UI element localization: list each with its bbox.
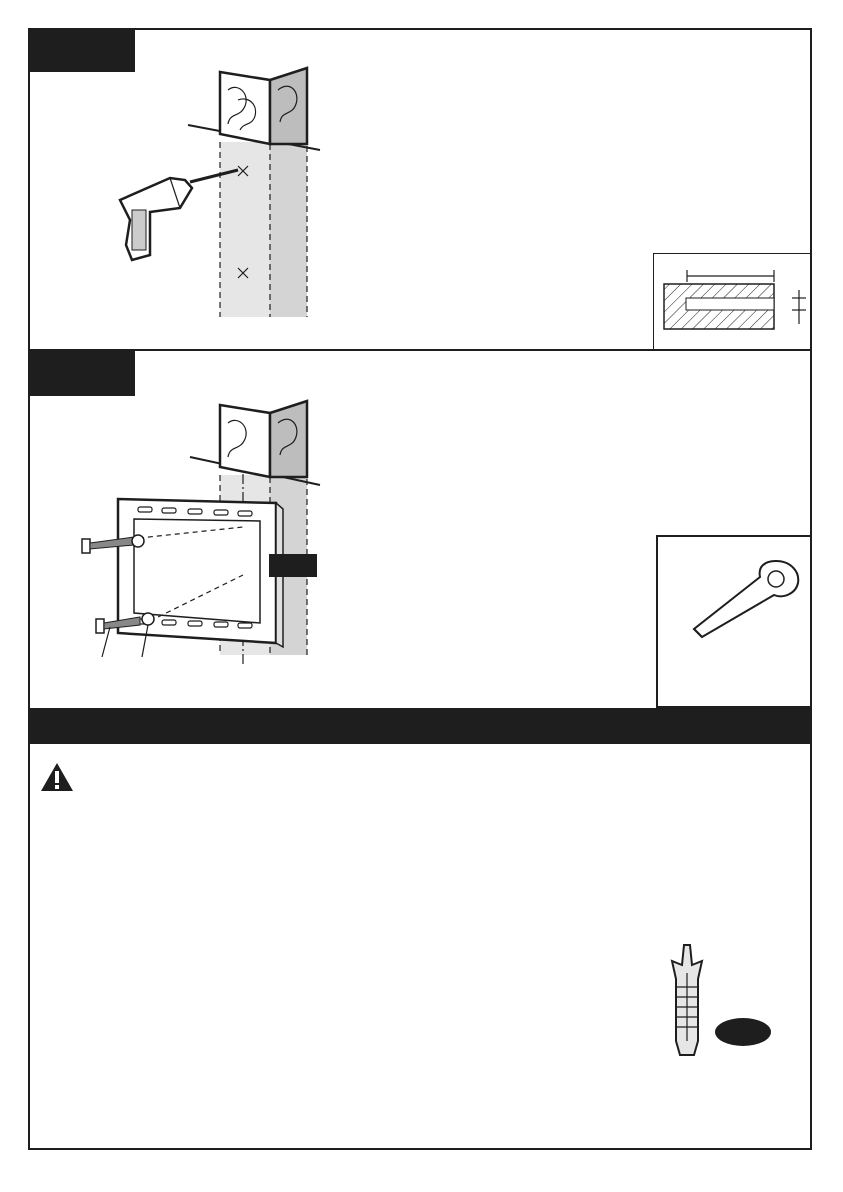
plate-mounting-illustration: [70, 395, 330, 665]
part-tag-label: [269, 554, 317, 562]
wrench-icon: [658, 537, 810, 706]
step-1-label: [28, 28, 135, 44]
warning-band-title: [28, 708, 812, 724]
warning-band: [28, 708, 812, 744]
anchor-part-badge: [715, 1018, 771, 1046]
hole-depth-inset: [653, 253, 812, 350]
warning-icon: [40, 762, 74, 792]
step-2-tab: [28, 351, 135, 396]
part-tag-box: [269, 554, 317, 577]
step-2-label: [28, 351, 135, 367]
wall-anchor-icon: [664, 945, 714, 1060]
wrench-inset: [656, 535, 812, 708]
stud-drilling-illustration: [110, 60, 340, 330]
step-divider: [28, 349, 812, 351]
